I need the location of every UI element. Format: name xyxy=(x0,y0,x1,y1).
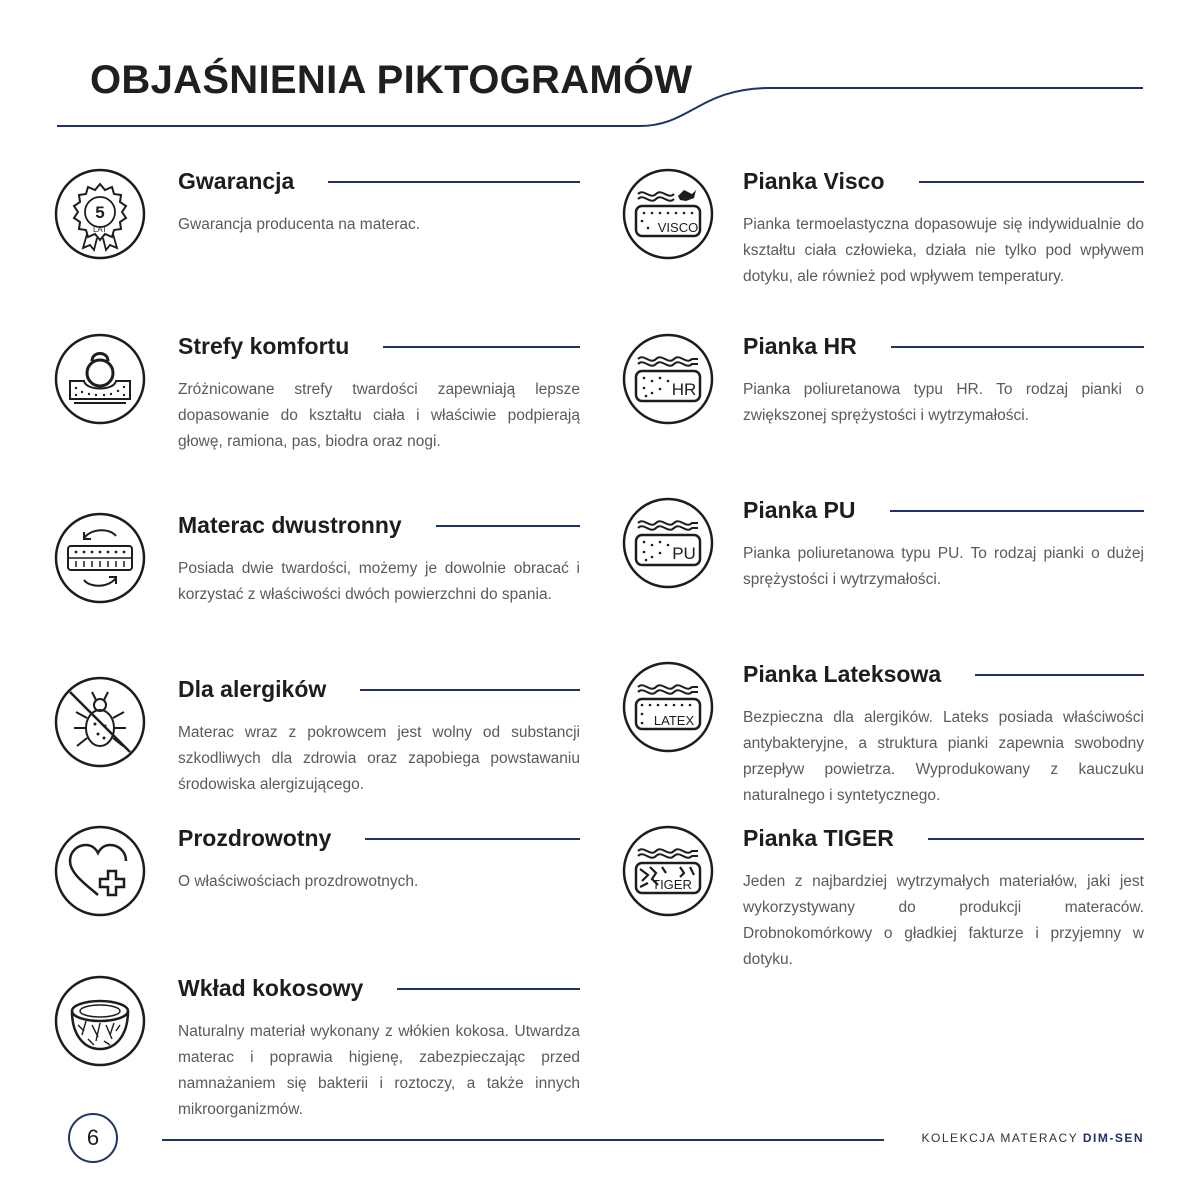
item-title xyxy=(743,333,1144,360)
title-rule xyxy=(975,674,1144,676)
foam-pu-icon xyxy=(622,497,714,589)
item-prozdrowotny xyxy=(54,825,580,925)
title-rule xyxy=(436,525,580,527)
item-title-text: Pianka PU xyxy=(743,497,856,523)
item-description: Naturalny materiał wykonany z włókien kokosa. Utwardza materac i poprawia higienę, zabezpieczając przed namnażaniem się bakterii i roztoczy, a także innych mikroorganizmów. xyxy=(178,1023,580,1118)
item-dla-alergikow xyxy=(54,676,580,806)
item-gwarancja xyxy=(54,168,580,268)
item-description: Pianka poliuretanowa typu PU. To rodzaj pianki o dużej sprężystości i wytrzymałości. xyxy=(743,545,1144,588)
page-title: OBJAŚNIENIA PIKTOGRAMÓW xyxy=(90,58,693,102)
item-wklad-kokosowy xyxy=(54,975,580,1125)
item-title-text: Materac dwustronny xyxy=(178,512,402,538)
header-divider xyxy=(0,0,1200,140)
item-description: Zróżnicowane strefy twardości zapewniają lepsze dopasowanie do kształtu ciała i właściwie podpierają głowę, ramiona, pas, biodra oraz nogi. xyxy=(178,381,580,450)
title-rule xyxy=(360,689,580,691)
item-description: Gwarancja producenta na materac. xyxy=(178,216,421,233)
two-sided-mattress-icon xyxy=(54,512,146,604)
item-title-text: Wkład kokosowy xyxy=(178,975,364,1001)
item-title xyxy=(178,975,580,1002)
item-title xyxy=(178,512,580,539)
item-pianka-tiger xyxy=(622,825,1144,968)
title-rule xyxy=(919,181,1145,183)
item-description: Materac wraz z pokrowcem jest wolny od substancji szkodliwych dla zdrowia oraz zapobiega powstawaniu środowiska alergizującego. xyxy=(178,724,580,793)
item-pianka-visco xyxy=(622,168,1144,298)
footer-brand: DIM-SEN xyxy=(1082,1131,1144,1145)
foam-label: HR xyxy=(671,380,697,399)
item-description: Pianka termoelastyczna dopasowuje się indywidualnie do kształtu ciała człowieka, działa nie tylko pod wpływem dotyku, ale również pod wpływem temperatury. xyxy=(743,216,1144,285)
item-title xyxy=(743,661,1144,688)
item-description: Jeden z najbardziej wytrzymałych materiałów, jaki jest wykorzystywany do produkcji materaców. Drobnokomórkowy o gładkiej fakturze i przyjemny w dotyku. xyxy=(743,873,1144,968)
item-title xyxy=(178,676,580,703)
item-description: Pianka poliuretanowa typu HR. To rodzaj pianki o zwiększonej sprężystości i wytrzymałości. xyxy=(743,381,1144,424)
footer-collection xyxy=(922,1131,1144,1145)
title-rule xyxy=(397,988,580,990)
warranty-badge-icon xyxy=(54,168,146,260)
foam-tiger-icon xyxy=(622,825,714,917)
item-title xyxy=(743,825,1144,852)
warranty-number: 5 xyxy=(95,203,105,222)
foam-latex-icon xyxy=(622,661,714,753)
item-strefy-komfortu xyxy=(54,333,580,463)
item-title-text: Pianka Visco xyxy=(743,168,885,194)
item-title xyxy=(178,333,580,360)
item-title-text: Dla alergików xyxy=(178,676,327,702)
foam-visco-icon xyxy=(622,168,714,260)
foam-label: TIGER xyxy=(652,877,692,892)
item-pianka-pu xyxy=(622,497,1144,597)
no-mite-icon xyxy=(54,676,146,768)
item-title-text: Pianka Lateksowa xyxy=(743,661,942,687)
coconut-icon xyxy=(54,975,146,1067)
item-materac-dwustronny xyxy=(54,512,580,642)
item-description: Bezpieczna dla alergików. Lateks posiada właściwości antybakteryjne, a struktura pianki zapewnia swobodny przepływ powietrza. Wyprodukowany z kauczuku naturalnego i syntetycznego. xyxy=(743,709,1144,804)
heart-cross-icon xyxy=(54,825,146,917)
item-description: O właściwościach prozdrowotnych. xyxy=(178,873,419,890)
item-title xyxy=(743,497,1144,524)
warranty-label: LAT xyxy=(92,225,108,234)
foam-hr-icon xyxy=(622,333,714,425)
item-title-text: Prozdrowotny xyxy=(178,825,332,851)
item-title xyxy=(743,168,1144,195)
item-title xyxy=(178,168,580,195)
title-rule xyxy=(328,181,580,183)
foam-label: PU xyxy=(672,544,696,563)
foam-label: VISCO xyxy=(657,220,699,235)
kettlebell-comfort-zones-icon xyxy=(54,333,146,425)
item-title-text: Gwarancja xyxy=(178,168,295,194)
footer-divider xyxy=(162,1139,884,1141)
title-rule xyxy=(890,510,1145,512)
page-number: 6 xyxy=(68,1113,118,1163)
title-rule xyxy=(891,346,1144,348)
item-title-text: Strefy komfortu xyxy=(178,333,350,359)
item-title xyxy=(178,825,580,852)
item-description: Posiada dwie twardości, możemy je dowolnie obracać i korzystać z właściwości dwóch powierzchni do spania. xyxy=(178,560,580,603)
item-pianka-lateksowa xyxy=(622,661,1144,811)
item-title-text: Pianka TIGER xyxy=(743,825,894,851)
title-rule xyxy=(383,346,580,348)
item-title-text: Pianka HR xyxy=(743,333,857,359)
title-rule xyxy=(365,838,580,840)
item-pianka-hr xyxy=(622,333,1144,433)
footer-collection-label: KOLEKCJA MATERACY xyxy=(921,1131,1078,1145)
foam-label: LATEX xyxy=(653,713,695,728)
title-rule xyxy=(928,838,1144,840)
